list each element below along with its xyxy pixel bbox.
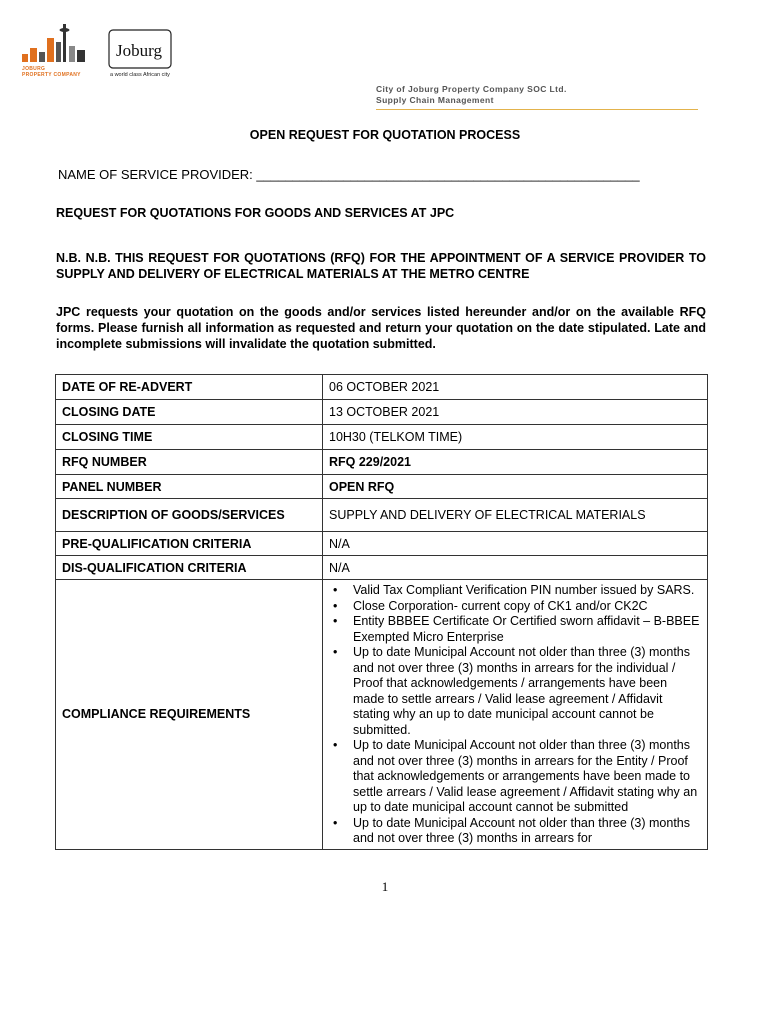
table-row	[56, 532, 708, 556]
row-value: 13 OCTOBER 2021	[323, 400, 708, 425]
row-label: PRE-QUALIFICATION CRITERIA	[56, 532, 323, 556]
row-value: OPEN RFQ	[323, 475, 708, 499]
page-number: 1	[381, 879, 389, 894]
svg-text:Joburg: Joburg	[116, 41, 162, 60]
list-item: • Close Corporation- current copy of CK1 and/or CK2C	[353, 599, 701, 615]
table-row	[56, 556, 708, 580]
row-value: 06 OCTOBER 2021	[323, 375, 708, 400]
row-label: RFQ NUMBER	[56, 450, 323, 475]
service-provider-field: NAME OF SERVICE PROVIDER: _____________________________________________________	[58, 167, 640, 182]
table-row	[56, 400, 708, 425]
row-label: DIS-QUALIFICATION CRITERIA	[56, 556, 323, 580]
row-value: N/A	[323, 532, 708, 556]
row-label: DESCRIPTION OF GOODS/SERVICES	[56, 499, 323, 532]
list-item: • Up to date Municipal Account not older than three (3) months and not over three (3) months in arrears for the individual / Proof that acknowledgements / arrangements have been made to settle arrears / Valid lease agreement / Affidavit stating why an up to date municipal account cannot be submitted.	[353, 645, 701, 738]
list-item: • Entity BBBEE Certificate Or Certified sworn affidavit – B-BBEE Exempted Micro Enterprise	[353, 614, 701, 645]
row-value: 10H30 (TELKOM TIME)	[323, 425, 708, 450]
row-value: SUPPLY AND DELIVERY OF ELECTRICAL MATERIALS	[323, 499, 708, 532]
row-label: COMPLIANCE REQUIREMENTS	[56, 580, 323, 850]
row-value: N/A	[323, 556, 708, 580]
tagline: a world class African city	[110, 72, 170, 78]
joburg-logo	[108, 28, 188, 72]
table-row	[56, 450, 708, 475]
row-label: CLOSING TIME	[56, 425, 323, 450]
header-divider	[376, 109, 698, 110]
table-row	[56, 375, 708, 400]
list-item: • Up to date Municipal Account not older than three (3) months and not over three (3) months in arrears for the Entity / Proof that acknowledgements or arrangements have been made to settle arrears / Valid lease agreement / Affidavit stating why an up to date municipal account cannot be submitted	[353, 738, 701, 816]
compliance-list	[329, 583, 701, 847]
company-header	[376, 84, 567, 106]
nb-paragraph: N.B. N.B. THIS REQUEST FOR QUOTATIONS (RFQ) FOR THE APPOINTMENT OF A SERVICE PROVIDER TO SUPPLY AND DELIVERY OF ELECTRICAL MATERIALS AT THE METRO CENTRE	[56, 251, 706, 281]
rfq-details-table	[55, 374, 708, 850]
row-label: PANEL NUMBER	[56, 475, 323, 499]
intro-paragraph: JPC requests your quotation on the goods and/or services listed hereunder and/or on the available RFQ forms. Please furnish all information as requested and return your quotation on the date stipulated. Late and incomplete submissions will invalidate the quotation submitted.	[56, 305, 706, 351]
table-row	[56, 475, 708, 499]
table-row	[56, 425, 708, 450]
table-row	[56, 580, 708, 850]
request-heading: REQUEST FOR QUOTATIONS FOR GOODS AND SERVICES AT JPC	[56, 206, 455, 220]
list-item: • Valid Tax Compliant Verification PIN number issued by SARS.	[353, 583, 701, 599]
table-row	[56, 499, 708, 532]
row-label: DATE OF RE-ADVERT	[56, 375, 323, 400]
row-label: CLOSING DATE	[56, 400, 323, 425]
compliance-list-cell	[323, 580, 708, 850]
row-value: RFQ 229/2021	[323, 450, 708, 475]
company-name: City of Joburg Property Company SOC Ltd.	[376, 84, 567, 94]
list-item: • Up to date Municipal Account not older than three (3) months and not over three (3) months in arrears for	[353, 816, 701, 847]
document-title: OPEN REQUEST FOR QUOTATION PROCESS	[249, 128, 521, 142]
jpc-logo-text: JOBURG PROPERTY COMPANY	[22, 66, 81, 78]
department-name: Supply Chain Management	[376, 95, 494, 105]
